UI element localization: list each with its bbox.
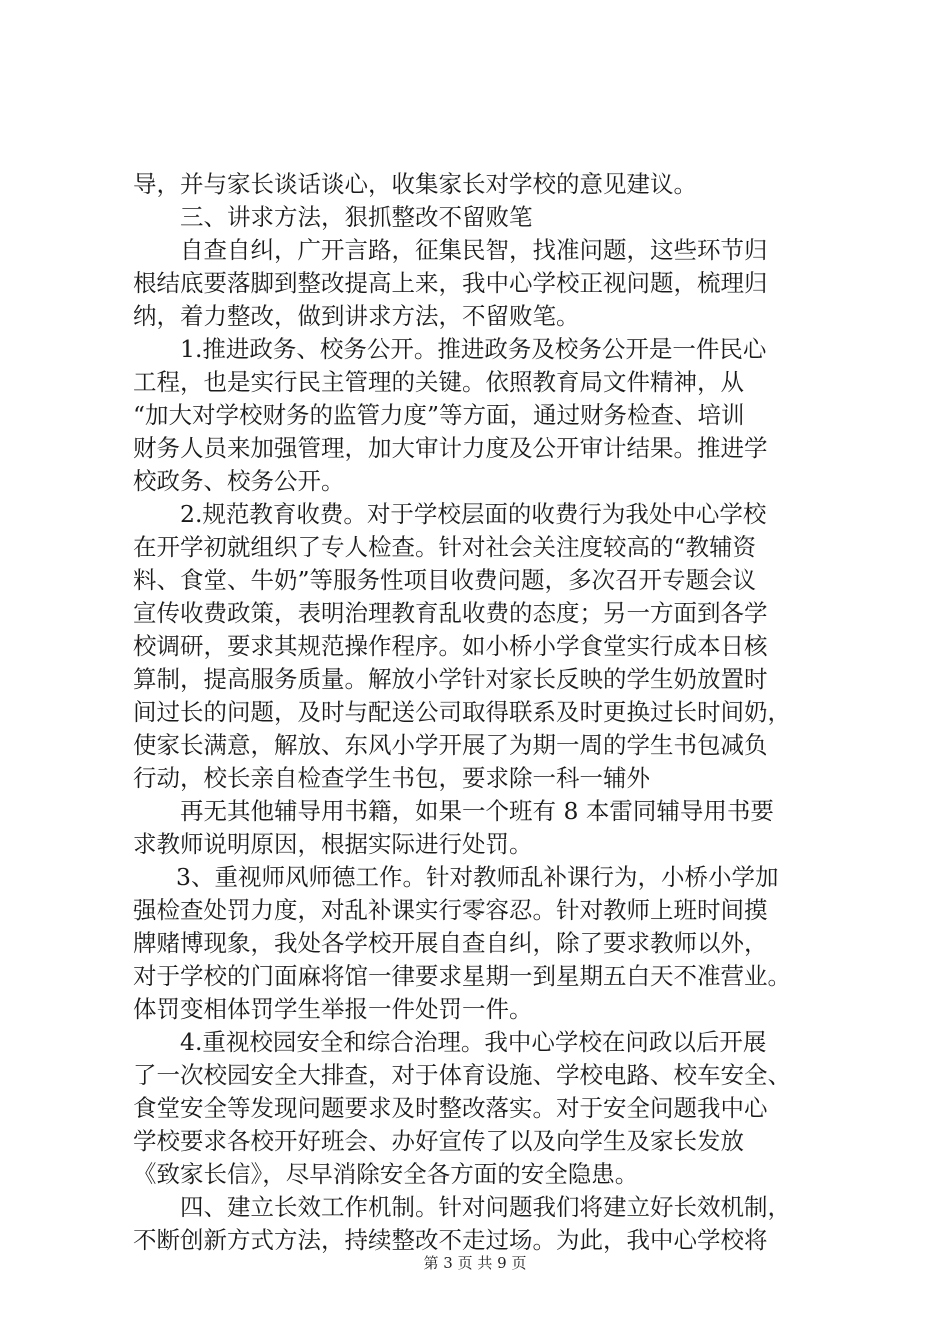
text-line: 对于学校的门面麻将馆一律要求星期一到星期五白天不准营业。 (133, 962, 791, 990)
text-line: 3、重视师风师德工作。针对教师乱补课行为，小桥小学加 (176, 863, 779, 891)
text-line: 使家长满意，解放、东风小学开展了为期一周的学生书包减负 (133, 731, 768, 759)
text-line: 2.规范教育收费。对于学校层面的收费行为我处中心学校 (180, 500, 767, 528)
text-line: 不断创新方式方法，持续整改不走过场。为此，我中心学校将 (133, 1226, 768, 1254)
text-line: 1.推进政务、校务公开。推进政务及校务公开是一件民心 (180, 335, 767, 363)
text-line: 算制，提高服务质量。解放小学针对家长反映的学生奶放置时 (133, 665, 768, 693)
text-line: 校调研，要求其规范操作程序。如小桥小学食堂实行成本日核 (133, 632, 768, 660)
text-line: 体罚变相体罚学生举报一件处罚一件。 (133, 995, 533, 1023)
text-line: 牌赌博现象，我处各学校开展自查自纠，除了要求教师以外， (133, 929, 768, 957)
text-line: 4.重视校园安全和综合治理。我中心学校在问政以后开展 (180, 1028, 767, 1056)
section-heading: 三、讲求方法，狠抓整改不留败笔 (180, 203, 533, 231)
text-line: 食堂安全等发现问题要求及时整改落实。对于安全问题我中心 (133, 1094, 768, 1122)
text-line: 宣传收费政策，表明治理教育乱收费的态度；另一方面到各学 (133, 599, 768, 627)
text-line: 学校要求各校开好班会、办好宣传了以及向学生及家长发放 (133, 1127, 744, 1155)
text-line: 导，并与家长谈话谈心，收集家长对学校的意见建议。 (133, 170, 697, 198)
text-line: 财务人员来加强管理，加大审计力度及公开审计结果。推进学 (133, 434, 768, 462)
text-line: 强检查处罚力度，对乱补课实行零容忍。针对教师上班时间摸 (133, 896, 768, 924)
page-number: 第 3 页 共 9 页 (423, 1254, 527, 1272)
text-line: 自查自纠，广开言路，征集民智，找准问题，这些环节归 (180, 236, 768, 264)
text-line: 了一次校园安全大排查，对于体育设施、学校电路、校车安全、 (133, 1061, 791, 1089)
text-line: 料、食堂、牛奶”等服务性项目收费问题，多次召开专题会议 (133, 566, 757, 594)
text-line: 工程，也是实行民主管理的关键。依照教育局文件精神，从 (133, 368, 744, 396)
text-line: 行动，校长亲自检查学生书包，要求除一科一辅外 (133, 764, 650, 792)
text-line: 根结底要落脚到整改提高上来，我中心学校正视问题，梳理归 (133, 269, 768, 297)
text-line: 间过长的问题，及时与配送公司取得联系及时更换过长时间奶， (133, 698, 791, 726)
section-heading: 四、建立长效工作机制。针对问题我们将建立好长效机制， (180, 1193, 791, 1221)
text-line: 在开学初就组织了专人检查。针对社会关注度较高的“教辅资 (133, 533, 757, 561)
text-line: “加大对学校财务的监管力度”等方面，通过财务检查、培训 (133, 401, 745, 429)
text-line: 纳，着力整改，做到讲求方法，不留败笔。 (133, 302, 580, 330)
text-line: 再无其他辅导用书籍，如果一个班有 8 本雷同辅导用书要 (180, 797, 774, 825)
text-line: 《致家长信》，尽早消除安全各方面的安全隐患。 (133, 1160, 639, 1188)
text-line: 求教师说明原因，根据实际进行处罚。 (133, 830, 533, 858)
text-line: 校政务、校务公开。 (133, 467, 345, 495)
